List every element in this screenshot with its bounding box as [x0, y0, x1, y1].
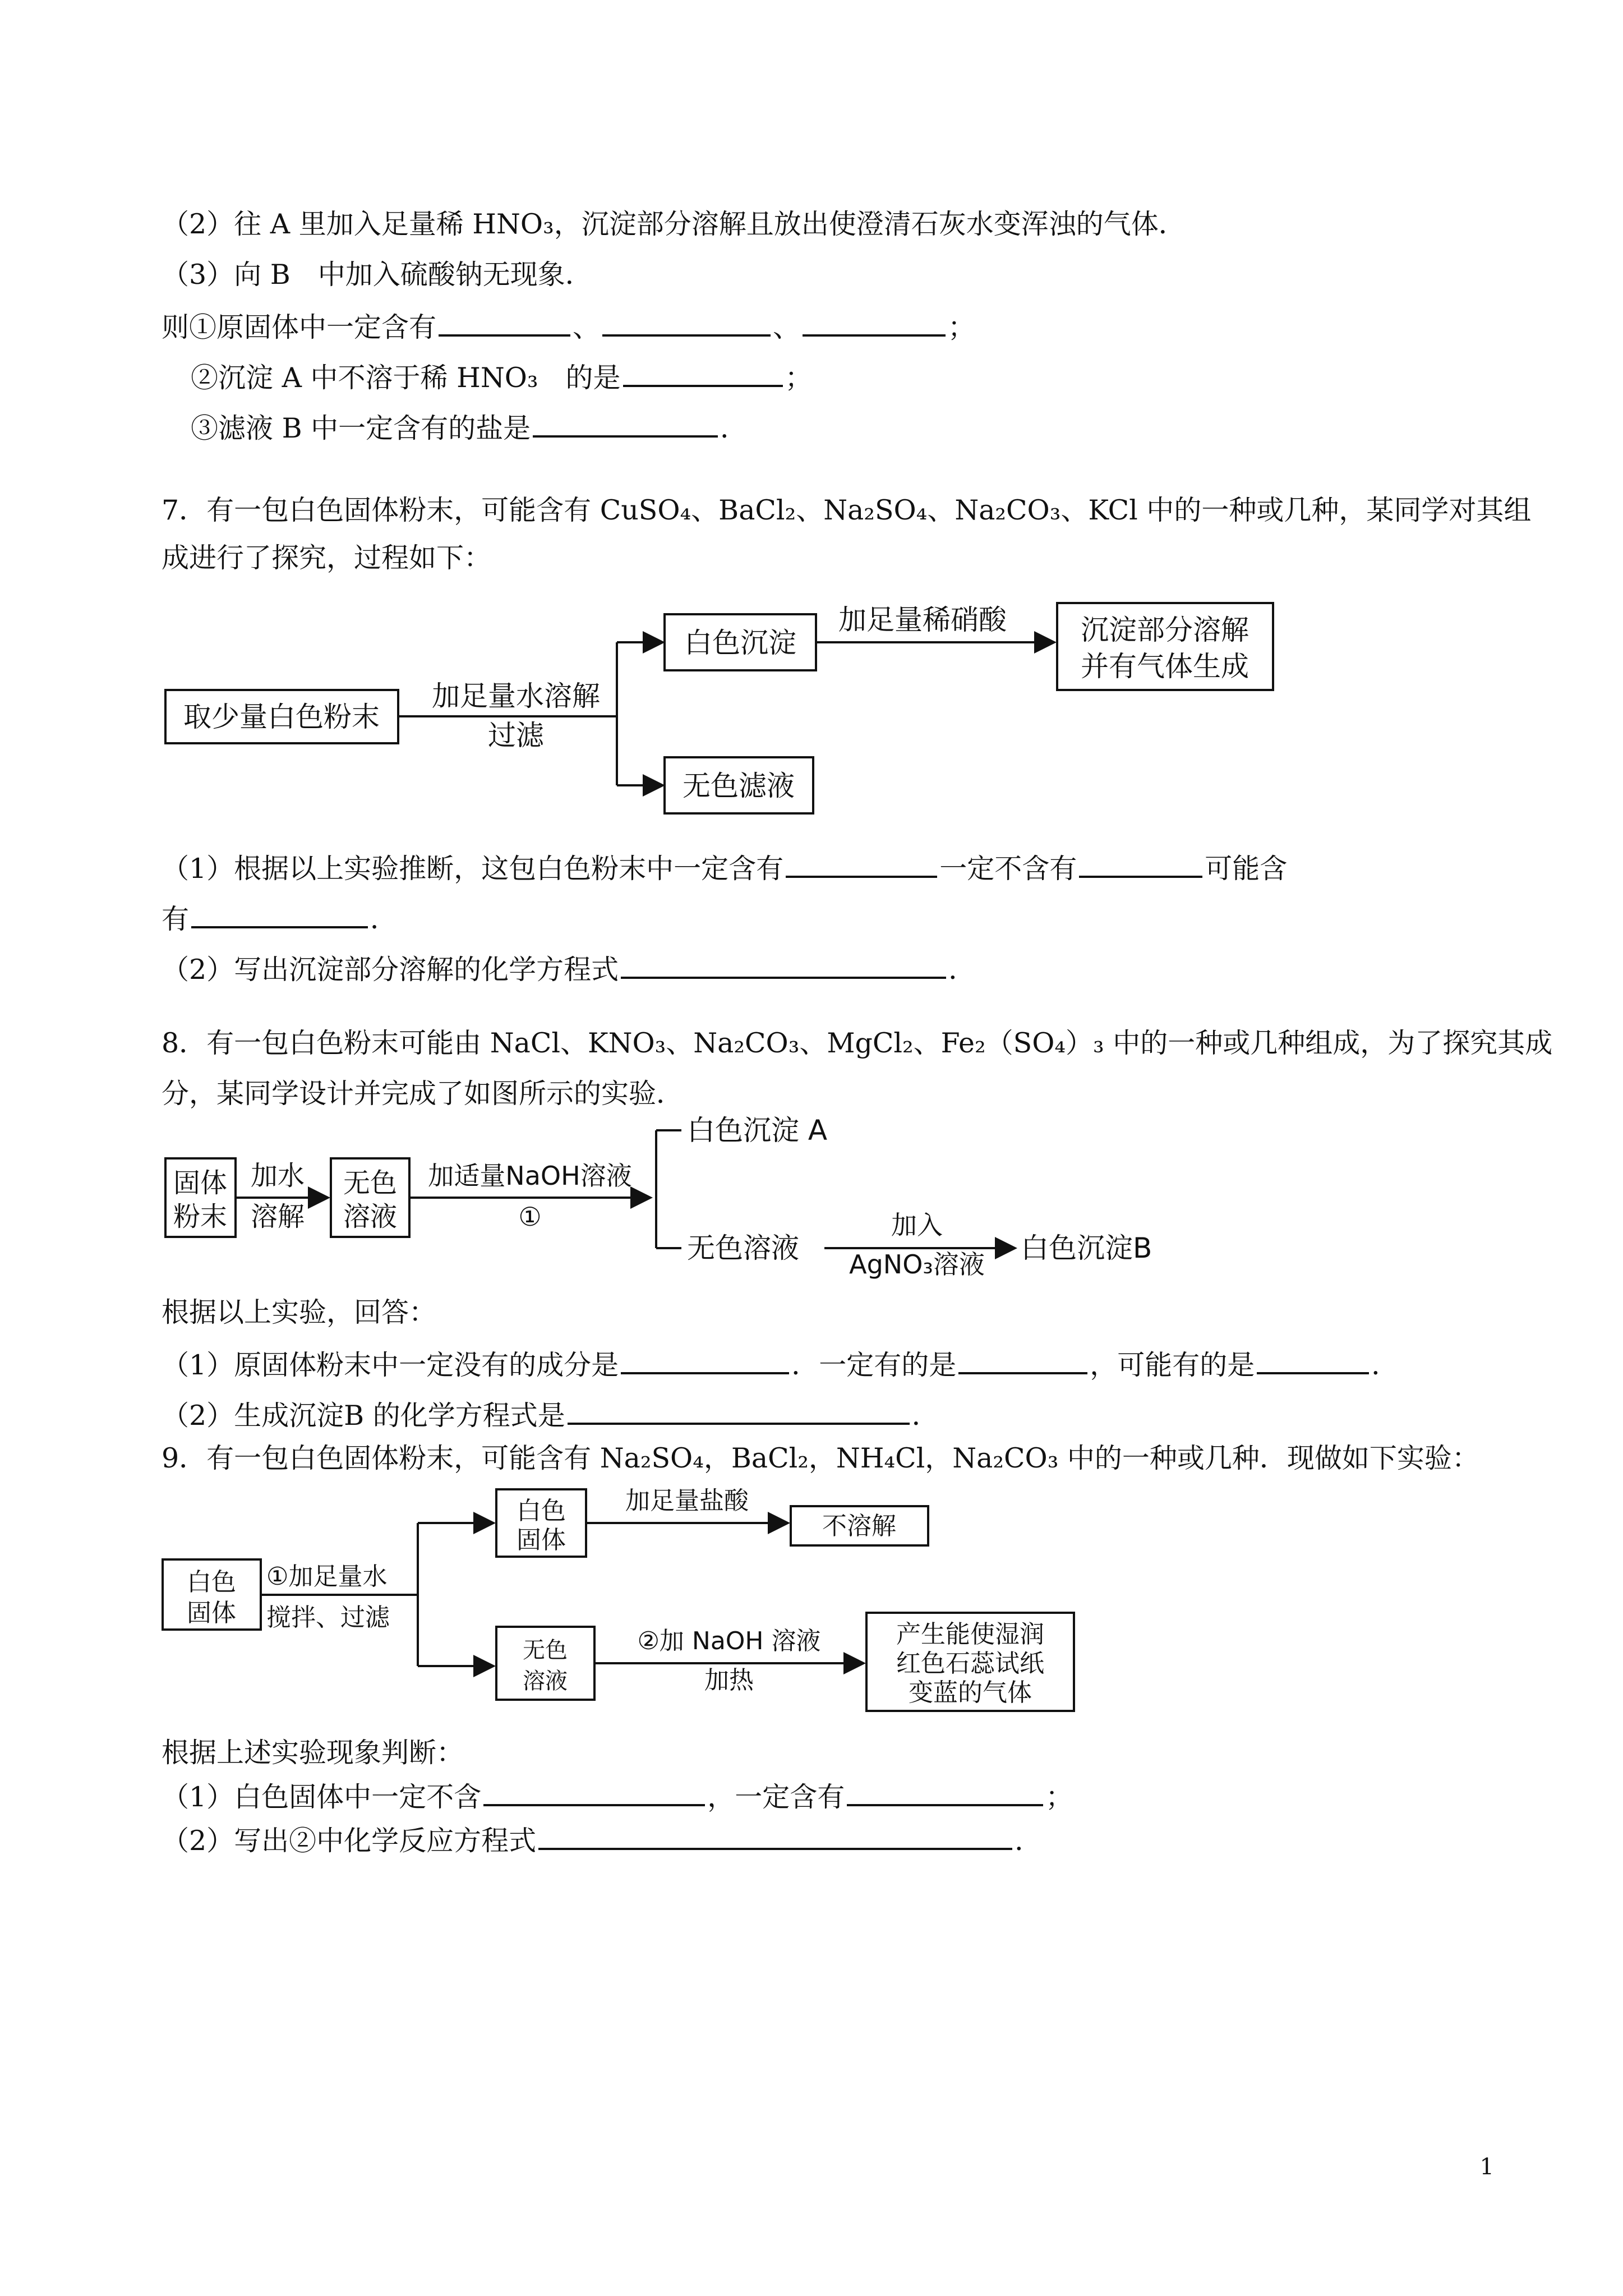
q8-box-solution — [331, 1158, 409, 1237]
q7-precipitate-label: 白色沉淀 — [684, 627, 796, 659]
q7-precipitate-box — [665, 614, 816, 670]
answer-blank[interactable] — [191, 900, 368, 928]
separator: 、 — [773, 311, 801, 343]
q9-gas-line3: 变蓝的气体 — [909, 1678, 1032, 1707]
q7-start-box — [165, 690, 398, 743]
q7-answer1-line1 — [162, 850, 1287, 886]
q8-box1-line1: 固体 — [173, 1167, 228, 1199]
q9-intro: 根据上述实验现象判断： — [162, 1737, 464, 1769]
q8-box2-line2: 溶液 — [343, 1201, 398, 1232]
q8-stem-line1: 8．有一包白色粉末可能由 NaCl、KNO₃、Na₂CO₃、MgCl₂、Fe₂（SO₄）₃ 中的一种或几种组成，为了探究其成 — [162, 1027, 1553, 1059]
q8-a1-mid: ．一定有的是 — [791, 1349, 957, 1381]
q8-op3-top: 加入 — [891, 1210, 943, 1240]
q9-answer2 — [162, 1822, 1042, 1858]
q7-a1-prefix: （1）根据以上实验推断，这包白色粉末中一定含有 — [162, 853, 784, 885]
q9-sol-line1: 无色 — [523, 1637, 568, 1663]
q7-a2-prefix: （2）写出沉淀部分溶解的化学方程式 — [162, 954, 619, 986]
q8-branch-bottom: 无色溶液 — [687, 1232, 799, 1264]
q8-answer2 — [162, 1397, 939, 1433]
punctuation: ； — [948, 311, 976, 343]
q9-a2-prefix: （2）写出②中化学反应方程式 — [162, 1825, 537, 1857]
answer-blank[interactable] — [623, 359, 783, 387]
answer-blank[interactable] — [786, 850, 937, 878]
q9-solid-box — [496, 1489, 586, 1557]
answer-blank[interactable] — [847, 1778, 1043, 1806]
q7-stem-line2: 成进行了探究，过程如下： — [162, 542, 492, 574]
q8-branch-top: 白色沉淀 A — [687, 1114, 828, 1147]
answer-blank[interactable] — [602, 309, 771, 337]
q9-solid-line1: 白色 — [517, 1497, 566, 1525]
q9-op3-bottom: 加热 — [704, 1666, 754, 1695]
q9-sol-line2: 溶液 — [523, 1668, 568, 1694]
answer-blank[interactable] — [568, 1397, 910, 1425]
q7-answer2 — [162, 951, 976, 987]
q9-answer1 — [162, 1778, 1073, 1814]
page-number: 1 — [1479, 2154, 1494, 2180]
q9-gas-line2: 红色石蕊试纸 — [896, 1649, 1044, 1678]
q9-a1-prefix: （1）白色固体中一定不含 — [162, 1781, 482, 1813]
q9-solution-box — [496, 1627, 594, 1700]
q8-box-solid — [165, 1158, 236, 1237]
q7-filtrate-label: 无色滤液 — [683, 770, 795, 802]
q9-insoluble-label: 不溶解 — [822, 1512, 896, 1540]
punctuation: ． — [720, 412, 748, 444]
q9-op1-top: ①加足量水 — [266, 1562, 388, 1591]
q7-stem-line1: 7．有一包白色固体粉末，可能含有 CuSO₄、BaCl₂、Na₂SO₄、Na₂CO₃、KCl 中的一种或几种，某同学对其组 — [162, 494, 1532, 526]
q8-answer1 — [162, 1346, 1399, 1382]
q6-sub1-prefix: 则①原固体中一定含有 — [162, 311, 437, 343]
q9-start-box — [163, 1559, 261, 1630]
q8-stem-line2: 分，某同学设计并完成了如图所示的实验． — [162, 1078, 684, 1110]
q9-gas-box — [866, 1613, 1074, 1711]
q8-a1-prefix: （1）原固体粉末中一定没有的成分是 — [162, 1349, 619, 1381]
answer-blank[interactable] — [621, 951, 946, 979]
q7-filtrate-box — [665, 757, 813, 813]
q6-sub3 — [191, 409, 748, 445]
q9-a1-mid: ，一定含有 — [707, 1781, 845, 1813]
q7-result-line2: 并有气体生成 — [1081, 650, 1249, 683]
punctuation: ； — [785, 362, 813, 394]
q9-start-line1: 白色 — [187, 1568, 236, 1596]
q6-sub1 — [162, 309, 975, 344]
answer-blank[interactable] — [803, 309, 946, 337]
q8-box2-line1: 无色 — [343, 1167, 398, 1199]
answer-blank[interactable] — [621, 1346, 789, 1374]
q7-answer1-line2 — [162, 900, 398, 936]
answer-blank[interactable] — [533, 409, 718, 438]
answer-blank[interactable] — [439, 309, 570, 337]
q9-insoluble-box — [791, 1506, 928, 1545]
q8-op3-bottom: AgNO₃溶液 — [849, 1249, 985, 1280]
q7-op1-top: 加足量水溶解 — [432, 680, 600, 712]
q7-a1-mid2: 可能含 — [1205, 853, 1288, 885]
separator: 、 — [573, 311, 601, 343]
answer-blank[interactable] — [538, 1822, 1012, 1850]
q7-result-box — [1057, 603, 1273, 690]
q8-op2-bottom: ① — [518, 1202, 542, 1232]
q8-box1-line2: 粉末 — [173, 1201, 228, 1232]
punctuation: ． — [911, 1400, 939, 1432]
q6-sub2 — [191, 359, 813, 395]
q6-part2-text: （2）往 A 里加入足量稀 HNO₃，沉淀部分溶解且放出使澄清石灰水变浑浊的气体． — [162, 208, 1186, 240]
q7-a1-l2-prefix: 有 — [162, 903, 190, 935]
q8-op2-top: 加适量NaOH溶液 — [428, 1161, 632, 1191]
q9-op3-top: ②加 NaOH 溶液 — [637, 1627, 821, 1655]
q9-op2-label: 加足量盐酸 — [625, 1487, 749, 1515]
q6-sub2-prefix: ②沉淀 A 中不溶于稀 HNO₃ 的是 — [191, 362, 621, 394]
q9-start-line2: 固体 — [187, 1599, 236, 1627]
q8-final-label: 白色沉淀B — [1021, 1232, 1152, 1264]
q9-gas-line1: 产生能使湿润 — [896, 1620, 1044, 1649]
q8-intro: 根据以上实验，回答： — [162, 1296, 437, 1328]
q9-op1-bottom: 搅拌、过滤 — [266, 1603, 390, 1632]
punctuation: ． — [1371, 1349, 1399, 1381]
punctuation: ； — [1045, 1781, 1073, 1813]
q7-op1-bottom: 过滤 — [488, 719, 544, 752]
q7-a1-mid: 一定不含有 — [939, 853, 1077, 885]
q8-a1-mid2: ，可能有的是 — [1090, 1349, 1255, 1381]
q9-stem: 9．有一包白色固体粉末，可能含有 Na₂SO₄，BaCl₂，NH₄Cl，Na₂CO₃ 中的一种或几种．现做如下实验： — [162, 1442, 1479, 1474]
answer-blank[interactable] — [483, 1778, 705, 1806]
answer-blank[interactable] — [1079, 850, 1202, 878]
q8-op1-bottom: 溶解 — [250, 1201, 305, 1232]
q7-op2-label: 加足量稀硝酸 — [838, 604, 1007, 636]
punctuation: ． — [370, 903, 398, 935]
answer-blank[interactable] — [958, 1346, 1087, 1374]
q9-solid-line2: 固体 — [517, 1526, 566, 1554]
q8-a2-prefix: （2）生成沉淀B 的化学方程式是 — [162, 1400, 565, 1432]
q8-op1-top: 加水 — [250, 1160, 305, 1191]
punctuation: ． — [948, 954, 976, 986]
q6-sub3-prefix: ③滤液 B 中一定含有的盐是 — [191, 412, 531, 444]
answer-blank[interactable] — [1257, 1346, 1369, 1374]
punctuation: ． — [1015, 1825, 1043, 1857]
q7-result-line1: 沉淀部分溶解 — [1081, 614, 1249, 646]
q6-part3-text: （3）向 B 中加入硫酸钠无现象． — [162, 259, 593, 291]
q7-start-label: 取少量白色粉末 — [183, 701, 380, 733]
